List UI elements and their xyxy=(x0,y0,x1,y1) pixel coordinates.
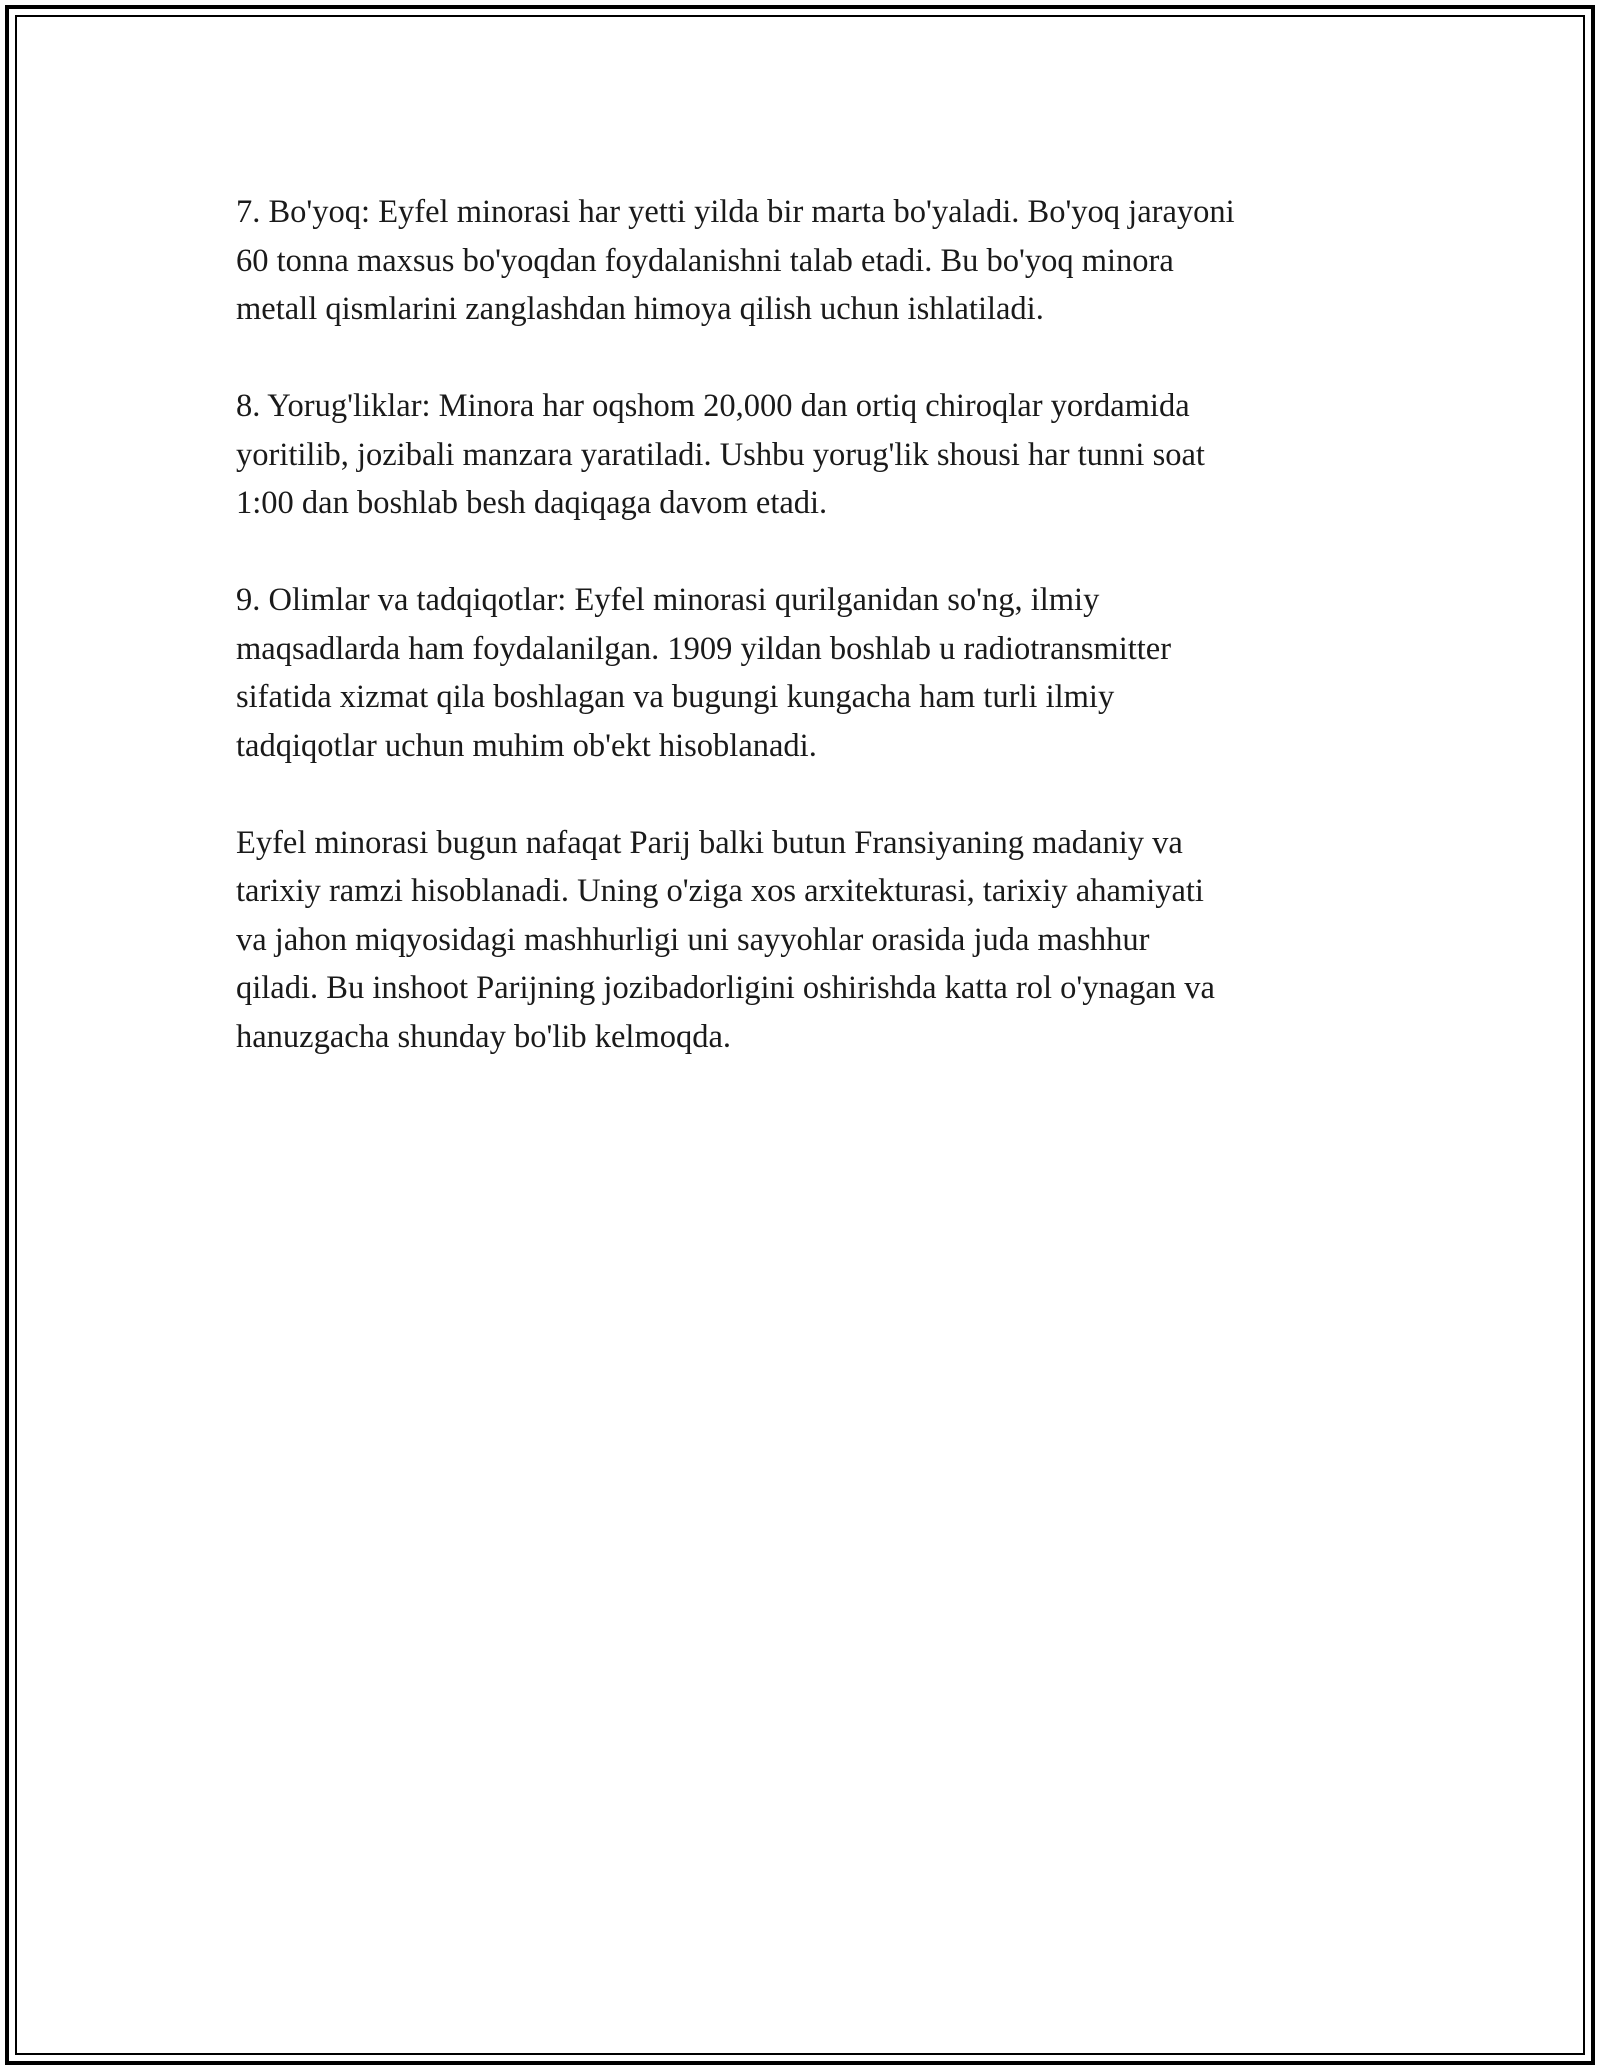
text-line: maqsadlarda ham foydalanilgan. 1909 yildan boshlab u radiotransmitter xyxy=(236,630,1172,667)
document-body xyxy=(236,188,1386,1110)
text-line: metall qismlarini zanglashdan himoya qilish uchun ishlatiladi. xyxy=(236,291,1044,327)
text-line: yoritilib, jozibali manzara yaratiladi. Ushbu yorug'lik shousi har tunni soat xyxy=(236,436,1205,473)
paragraph-item-8-lights xyxy=(236,382,1386,528)
paragraph-item-7-paint xyxy=(236,188,1386,334)
text-line: 1:00 dan boshlab besh daqiqaga davom etadi. xyxy=(236,485,828,521)
text-line: qiladi. Bu inshoot Parijning jozibadorligini oshirishda katta rol o'ynagan va xyxy=(236,970,1215,1006)
text-line: va jahon miqyosidagi mashhurligi uni sayyohlar orasida juda mashhur xyxy=(236,921,1150,958)
text-line: hanuzgacha shunday bo'lib kelmoqda. xyxy=(236,1018,732,1055)
text-line: 60 tonna maxsus bo'yoqdan foydalanishni talab etadi. Bu bo'yoq minora xyxy=(236,242,1174,279)
text-line: sifatida xizmat qila boshlagan va bugungi kungacha ham turli ilmiy xyxy=(236,679,1115,715)
text-line: 7. Bo'yoq: Eyfel minorasi har yetti yilda bir marta bo'yaladi. Bo'yoq jarayoni xyxy=(236,194,1235,230)
paragraph-item-9-science xyxy=(236,576,1386,770)
text-line: tadqiqotlar uchun muhim ob'ekt hisoblanadi. xyxy=(236,727,817,764)
text-line: 8. Yorug'liklar: Minora har oqshom 20,000 dan ortiq chiroqlar yordamida xyxy=(236,388,1190,424)
paragraph-conclusion xyxy=(236,819,1386,1062)
text-line: tarixiy ramzi hisoblanadi. Uning o'ziga xos arxitekturasi, tarixiy ahamiyati xyxy=(236,873,1204,909)
text-line: Eyfel minorasi bugun nafaqat Parij balki butun Fransiyaning madaniy va xyxy=(236,824,1183,861)
text-line: 9. Olimlar va tadqiqotlar: Eyfel minorasi qurilganidan so'ng, ilmiy xyxy=(236,582,1100,618)
